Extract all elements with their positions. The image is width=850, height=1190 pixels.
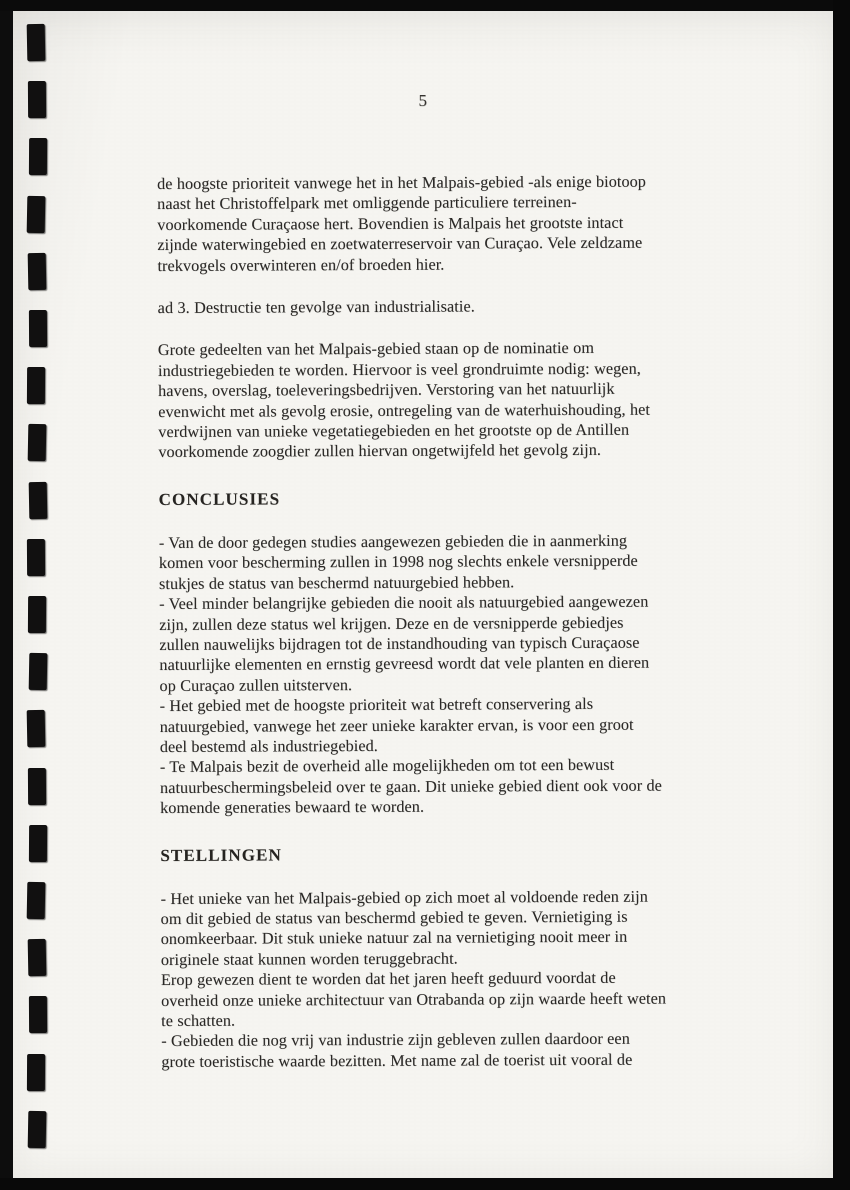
binding-punch-hole	[28, 768, 46, 805]
text-line: voorkomende Curaçaose hert. Bovendien is Malpais het grootste intact	[157, 213, 624, 234]
text-line: ad 3. Destructie ten gevolge van industrialisatie.	[157, 297, 475, 318]
text-line: - Het unieke van het Malpais-gebied op zich moet al voldoende reden zijn	[160, 887, 648, 908]
binding-punch-hole	[27, 539, 45, 576]
paragraph-stellingen	[160, 886, 781, 1073]
scan-edge-left	[0, 0, 13, 1190]
scan-edge-right	[833, 0, 850, 1190]
section-heading-conclusies: CONCLUSIES	[158, 489, 281, 509]
binding-punch-hole	[28, 596, 46, 633]
binding-punch-hole	[28, 424, 47, 461]
text-line: om dit gebied de status van beschermd gebied te geven. Vernietiging is	[160, 907, 628, 928]
text-line: trekvogels overwinteren en/of broeden hier.	[157, 255, 445, 275]
scan-edge-bottom	[0, 1178, 850, 1190]
binding-punch-hole	[27, 710, 46, 747]
paragraph-spacer	[158, 315, 778, 340]
text-line: - Gebieden die nog vrij van industrie zijn gebleven zullen daardoor een	[161, 1030, 630, 1051]
paragraph-spacer	[157, 273, 777, 298]
binding-punch-hole	[29, 825, 47, 862]
text-line: natuurlijke elementen en ernstig gevreesd wordt dat vele planten en dieren	[159, 653, 650, 675]
text-line: originele staat kunnen worden teruggebracht.	[160, 949, 458, 969]
binding-punch-hole	[28, 1111, 47, 1148]
text-line: komen voor bescherming zullen in 1998 nog slechts enkele versnipperde	[158, 551, 638, 573]
section-heading-stellingen: STELLINGEN	[160, 844, 282, 865]
text-line: Erop gewezen dient te worden dat het jaren heeft geduurd voordat de	[160, 968, 616, 990]
section-spacer	[158, 460, 778, 489]
document-text-body	[157, 174, 777, 1072]
page-number: 5	[418, 91, 428, 110]
paragraph-industrialisatie	[158, 337, 779, 462]
text-line: Grote gedeelten van het Malpais-gebied staan op de nominatie om	[157, 339, 595, 360]
text-line: op Curaçao zullen uitsterven.	[159, 675, 353, 695]
binding-punch-hole	[29, 310, 47, 347]
text-line: zullen nauwelijks bijdragen tot de instandhouding van typisch Curaçaose	[159, 633, 640, 654]
binding-punch-hole	[29, 996, 47, 1033]
text-line: verdwijnen van unieke vegetatiegebieden en het grootste op de Antillen	[158, 420, 630, 442]
text-line: industriegebieden te worden. Hiervoor is veel grondruimte nodig: wegen,	[157, 359, 641, 380]
section-spacer	[160, 816, 780, 845]
binding-punch-hole	[28, 939, 47, 976]
text-line: - Het gebied met de hoogste prioriteit wat betreft conservering als	[159, 695, 594, 716]
heading-spacer	[160, 864, 780, 889]
text-line: evenwicht met als gevolg erosie, ontregeling van de waterhuishouding, het	[158, 400, 650, 421]
text-line: - Veel minder belangrijke gebieden die nooit als natuurgebied aangewezen	[159, 592, 649, 614]
binding-punch-hole	[27, 195, 46, 232]
text-line: onomkeerbaar. Dit stuk unieke natuur zal na vernietiging nooit meer in	[160, 928, 628, 949]
binding-punch-hole	[27, 882, 46, 919]
heading-spacer	[159, 508, 779, 533]
text-line: naast het Christoffelpark met omliggende particuliere terreinen-	[157, 193, 577, 214]
paragraph-conclusies	[159, 530, 780, 819]
text-line: de hoogste prioriteit vanwege het in het Malpais-gebied -als enige biotoop	[157, 172, 647, 193]
binding-punch-hole	[28, 481, 47, 518]
binding-punch-hole	[29, 138, 47, 175]
binding-punch-hole	[27, 367, 45, 404]
binding-holes-strip	[13, 11, 73, 1178]
text-line: te schatten.	[161, 1011, 236, 1030]
binding-punch-hole	[27, 1054, 45, 1091]
scan-edge-top	[0, 0, 850, 11]
paper-sheet	[13, 11, 833, 1178]
text-line: - Van de door gedegen studies aangewezen gebieden die in aanmerking	[158, 531, 628, 552]
text-line: zijnde waterwingebied en zoetwaterreservoir van Curaçao. Vele zeldzame	[157, 233, 643, 255]
text-line: overheid onze unieke architectuur van Otrabanda op zijn waarde heeft weten	[160, 989, 667, 1010]
text-line: komende generaties bewaard te worden.	[160, 797, 425, 818]
binding-punch-hole	[27, 24, 46, 61]
text-line: stukjes de status van beschermd natuurgebied hebben.	[158, 572, 515, 593]
text-line: grote toeristische waarde bezitten. Met name zal de toerist uit vooral de	[161, 1050, 633, 1071]
paragraph-continuation	[157, 171, 777, 276]
text-line: natuurbeschermingsbeleid over te gaan. Dit unieke gebied dient ook voor de	[159, 776, 662, 797]
binding-punch-hole	[28, 253, 47, 290]
text-line: havens, overslag, toeleveringsbedrijven. Verstoring van het natuurlijk	[158, 380, 615, 401]
text-line: voorkomende zoogdier zullen hiervan ongetwijfeld het gevolg zijn.	[158, 441, 602, 462]
text-line: zijn, zullen deze status wel krijgen. Deze en de versnipperde gebiedjes	[159, 613, 624, 634]
text-line: natuurgebied, vanwege het zeer unieke karakter ervan, is voor een groot	[159, 715, 634, 736]
text-line: - Te Malpais bezit de overheid alle mogelijkheden om tot een bewust	[159, 756, 615, 777]
text-line: deel bestemd als industriegebied.	[159, 736, 378, 756]
binding-punch-hole	[28, 653, 47, 690]
